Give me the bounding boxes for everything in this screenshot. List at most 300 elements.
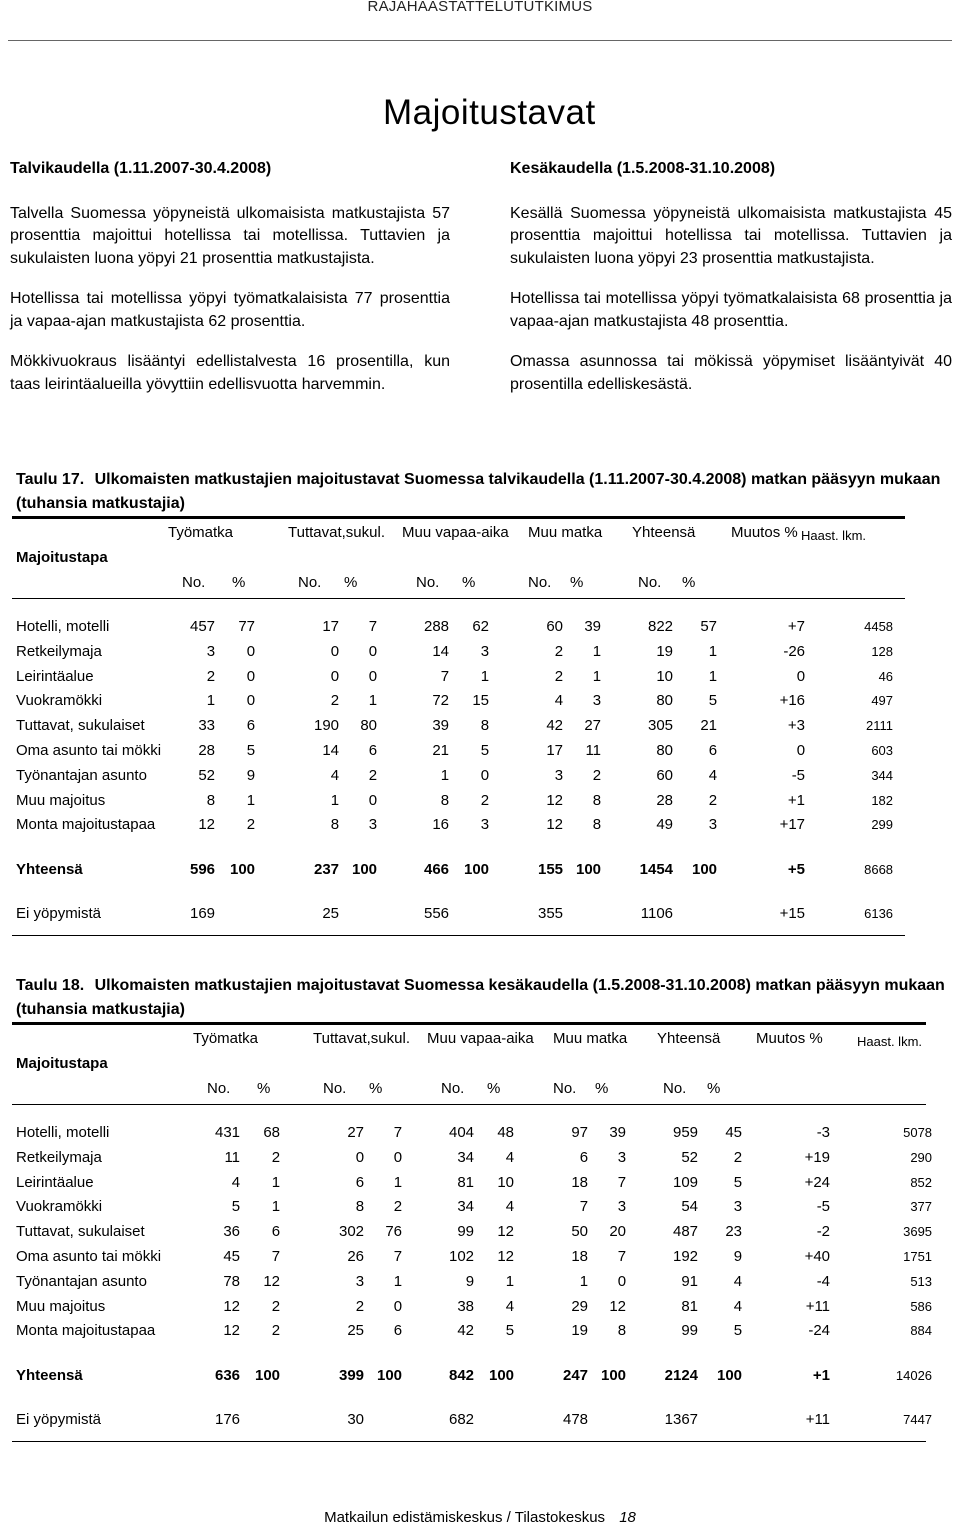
table-cell: 884 (910, 1323, 933, 1339)
table-cell: 39 (609, 1124, 627, 1141)
table-cell: 10 (497, 1173, 515, 1191)
table-cell: 0 (330, 642, 340, 660)
table17-header-rule (12, 598, 905, 599)
table-cell: 6 (355, 1173, 365, 1191)
table-cell: 5 (733, 1322, 743, 1340)
table-cell: 0 (617, 1272, 627, 1290)
table18-pct-1: % (369, 1080, 383, 1097)
table18-no-stay (16, 1408, 932, 1433)
table-cell: 176 (215, 1411, 241, 1428)
table-cell: 1 (393, 1272, 403, 1290)
table-cell: 478 (563, 1411, 589, 1428)
table-cell: 8 (617, 1322, 627, 1340)
table18-group-4: Yhteensä (657, 1030, 721, 1047)
table-cell: 6 (271, 1223, 281, 1241)
table-cell: 42 (546, 717, 564, 735)
row-label: Vuokramökki (16, 1198, 103, 1216)
table-cell: 1 (393, 1173, 403, 1191)
table-cell: 14026 (895, 1368, 933, 1383)
table-cell: 355 (538, 905, 564, 922)
table-row (16, 739, 893, 764)
table-cell: 3 (554, 766, 564, 784)
table-cell: 21 (700, 717, 718, 735)
table-cell: 100 (377, 1367, 403, 1384)
table-cell: 1367 (664, 1411, 699, 1428)
table-cell: 5 (733, 1173, 743, 1191)
table17-pct-0: % (232, 574, 246, 591)
table-cell: 4 (505, 1148, 515, 1166)
table18-pct-3: % (595, 1080, 609, 1097)
table-cell: 1 (592, 642, 602, 660)
table-cell: 1106 (640, 905, 674, 922)
table-cell: 11 (224, 1148, 241, 1166)
page-footer (0, 1509, 960, 1526)
header-rule (8, 40, 952, 41)
table-cell: 0 (355, 1148, 365, 1166)
table-cell: 7447 (903, 1412, 933, 1427)
table-cell: 5 (480, 741, 490, 759)
table17-row-header: Majoitustapa (16, 549, 108, 566)
table-cell: 0 (368, 667, 378, 685)
row-label: Oma asunto tai mökki (16, 741, 162, 759)
table-cell (474, 1408, 514, 1433)
table-cell: 36 (223, 1223, 241, 1241)
table-cell: +17 (779, 816, 806, 834)
table18-top-rule (12, 1022, 926, 1025)
table-cell: 288 (424, 618, 450, 635)
table18-bottom-rule (12, 1441, 926, 1442)
table-row (16, 1171, 932, 1196)
table-cell: 25 (347, 1322, 365, 1340)
table-cell: 6 (579, 1148, 589, 1166)
table-cell (588, 1408, 626, 1433)
table-cell: 3 (592, 692, 602, 710)
table-cell: 7 (440, 667, 450, 685)
table-cell: 4 (505, 1198, 515, 1216)
table-cell: +3 (787, 717, 806, 735)
table-cell: 7 (617, 1247, 627, 1265)
table-cell: 8 (440, 791, 450, 809)
table-cell: 302 (339, 1223, 365, 1241)
table18-total (16, 1364, 932, 1389)
table18-title: Ulkomaisten matkustajien majoitustavat Suomessa kesäkaudella (1.5.2008-31.10.2008) matkan pääsyyn mukaan (94, 977, 945, 994)
table-cell: 12 (546, 816, 564, 834)
table17-bottom-rule (12, 935, 905, 936)
table-cell: 2124 (664, 1367, 699, 1384)
table-cell: 0 (330, 667, 340, 685)
table17-no-2: No. (416, 574, 440, 591)
table-cell: 822 (648, 618, 674, 635)
table-cell: 0 (796, 667, 806, 685)
table-cell: 155 (538, 861, 564, 878)
table-row (16, 1245, 932, 1270)
table-cell: 596 (190, 861, 216, 878)
table-cell: 1 (708, 642, 718, 660)
table-cell: 513 (910, 1273, 933, 1289)
table-cell: 12 (198, 816, 216, 834)
summer-heading: Kesäkaudella (1.5.2008-31.10.2008) (510, 160, 776, 177)
table-cell: 100 (717, 1367, 743, 1384)
page-title: Majoitustavat (383, 93, 596, 132)
table-cell: 959 (673, 1124, 699, 1141)
table-cell: 18 (571, 1247, 589, 1265)
table-cell: 52 (198, 766, 216, 784)
table-cell: 100 (601, 1367, 627, 1384)
winter-section (10, 158, 450, 396)
table-cell (698, 1408, 742, 1433)
table-cell (449, 902, 489, 927)
table-cell: 54 (681, 1198, 699, 1216)
table-cell: 3 (480, 642, 490, 660)
table-cell: 4 (733, 1297, 743, 1315)
table-cell: 6 (246, 717, 256, 735)
table-cell: 182 (871, 792, 894, 808)
table-cell: 7 (368, 618, 378, 635)
table-cell: +40 (804, 1247, 831, 1265)
table18-group-6: Haast. lkm. (857, 1034, 923, 1049)
table-cell: 2 (271, 1322, 281, 1340)
table-cell: 0 (246, 667, 256, 685)
table-cell: 2 (368, 766, 378, 784)
table-cell: 39 (432, 717, 450, 735)
table-cell (215, 902, 255, 927)
table17-pct-3: % (570, 574, 584, 591)
table-cell: 3 (368, 816, 378, 834)
table-cell: 68 (263, 1124, 281, 1141)
table-cell: 4458 (864, 619, 894, 634)
table-cell: +16 (779, 692, 806, 710)
table-cell: 52 (681, 1148, 699, 1166)
table-cell: 2111 (866, 718, 894, 734)
table-cell: 81 (681, 1297, 699, 1315)
table18-unit: (tuhansia matkustajia) (16, 1001, 185, 1018)
table-cell: 2 (355, 1297, 365, 1315)
table-cell: 7 (393, 1247, 403, 1265)
table-cell: -26 (783, 642, 806, 660)
table-cell: 247 (563, 1367, 589, 1384)
table-cell: 20 (609, 1223, 627, 1241)
table-row (16, 665, 893, 690)
table-row (16, 1270, 932, 1295)
table-cell: 1 (440, 766, 450, 784)
table-cell: 33 (198, 717, 216, 735)
table-cell: 100 (692, 861, 718, 878)
winter-paragraph-1: Talvella Suomessa yöpyneistä ulkomaisista matkustajista 57 prosenttia majoittui hotellissa tai motellissa. Tuttavien ja sukulaisten luona yöpyi 21 prosenttia matkustajista. (10, 204, 450, 267)
row-label: Hotelli, motelli (16, 1124, 110, 1141)
table-cell: 8668 (864, 862, 894, 877)
table-cell: 39 (584, 618, 602, 635)
table-cell: 29 (571, 1297, 589, 1315)
table-cell: 60 (656, 766, 674, 784)
table-cell: 3 (355, 1272, 365, 1290)
table-cell: 586 (910, 1298, 933, 1314)
table-cell: 8 (355, 1198, 365, 1216)
table-cell: 190 (314, 717, 340, 735)
table-cell: 6136 (864, 906, 894, 921)
table-cell: 3 (617, 1148, 627, 1166)
table-cell: 1 (505, 1272, 515, 1290)
table-cell: 72 (432, 692, 450, 710)
table18-pct-2: % (487, 1080, 501, 1097)
table-cell: 4 (733, 1272, 743, 1290)
table-cell: 2 (554, 667, 564, 685)
table-cell: 2 (708, 791, 718, 809)
table-row (16, 689, 893, 714)
table-row (16, 1220, 932, 1245)
table-cell: 290 (910, 1149, 933, 1165)
table-cell: 12 (497, 1223, 515, 1241)
table-cell: 6 (708, 741, 718, 759)
table17-group-2: Muu vapaa-aika (402, 524, 509, 541)
table-cell: 192 (673, 1247, 699, 1265)
table-cell: 100 (576, 861, 602, 878)
table-cell: +24 (804, 1173, 831, 1191)
table-cell: 344 (871, 767, 894, 783)
table-cell: 8 (592, 791, 602, 809)
table-cell: 14 (432, 642, 450, 660)
table-cell: 7 (579, 1198, 589, 1216)
table-row (16, 858, 893, 883)
table-cell: 42 (457, 1322, 475, 1340)
table17-group-4: Yhteensä (632, 524, 696, 541)
table-cell: 99 (457, 1223, 475, 1241)
table-cell: 1751 (903, 1248, 933, 1264)
table-cell: 556 (424, 905, 450, 922)
table-cell: 3 (480, 816, 490, 834)
table-cell (364, 1408, 402, 1433)
table-cell: 299 (871, 817, 894, 833)
table-cell: 81 (457, 1173, 475, 1191)
table-cell: 404 (449, 1124, 475, 1141)
table17 (16, 615, 893, 838)
table18-no-4: No. (663, 1080, 687, 1097)
table-cell: 109 (673, 1173, 699, 1191)
table-cell: 19 (571, 1322, 589, 1340)
table18-group-3: Muu matka (553, 1030, 628, 1047)
table-cell: 2 (330, 692, 340, 710)
summer-paragraph-2: Hotellissa tai motellissa yöpyi työmatkalaisista 68 prosenttia ja vapaa-ajan matkustajista 48 prosenttia. (510, 290, 952, 330)
table-cell: 49 (656, 816, 674, 834)
table-cell: 1 (708, 667, 718, 685)
table-cell: 99 (681, 1322, 699, 1340)
table-cell: 19 (656, 642, 674, 660)
table-cell: 497 (871, 693, 894, 709)
table-row (16, 714, 893, 739)
table-cell: 0 (796, 741, 806, 759)
table-cell: -3 (816, 1124, 831, 1141)
row-label: Muu majoitus (16, 791, 106, 809)
table-cell: 12 (497, 1247, 515, 1265)
table-cell: 682 (449, 1411, 475, 1428)
table-cell: 1 (480, 667, 490, 685)
table17-group-5: Muutos % (731, 524, 798, 541)
row-label: Työnantajan asunto (16, 766, 147, 784)
table17-no-0: No. (182, 574, 206, 591)
table-cell: 97 (571, 1124, 589, 1141)
table-cell: 45 (725, 1124, 743, 1141)
table-cell: 0 (368, 791, 378, 809)
table17-pct-2: % (462, 574, 476, 591)
row-label: Monta majoitustapaa (16, 1322, 156, 1340)
table17-group-3: Muu matka (528, 524, 603, 541)
row-label: Työnantajan asunto (16, 1272, 147, 1290)
table-cell: 100 (230, 861, 256, 878)
table-cell: 5 (246, 741, 256, 759)
table18-no-2: No. (441, 1080, 465, 1097)
table17-caption (16, 468, 946, 516)
table-cell: 2 (246, 816, 256, 834)
table-cell: 25 (322, 905, 340, 922)
table-cell: +15 (779, 905, 806, 922)
row-label: Vuokramökki (16, 692, 103, 710)
table-cell: -24 (808, 1322, 831, 1340)
table-cell: 5 (505, 1322, 515, 1340)
table-row (16, 902, 893, 927)
table17-no-stay (16, 902, 893, 927)
table-row (16, 1408, 932, 1433)
table18-pct-4: % (707, 1080, 721, 1097)
table-cell: 1 (368, 692, 378, 710)
row-label: Retkeilymaja (16, 1148, 102, 1166)
row-label: Muu majoitus (16, 1297, 106, 1315)
table-cell: 237 (314, 861, 340, 878)
table-cell: 1 (271, 1173, 281, 1191)
table-cell: 34 (457, 1198, 475, 1216)
table-cell: 7 (393, 1124, 403, 1141)
table-cell: 12 (609, 1297, 627, 1315)
table-row (16, 1295, 932, 1320)
table-cell: 12 (546, 791, 564, 809)
table18-group-1: Tuttavat,sukul. (313, 1030, 410, 1047)
table-cell: 100 (255, 1367, 281, 1384)
table-cell: 34 (457, 1148, 475, 1166)
row-label: Yhteensä (16, 1367, 83, 1384)
table18-label: Taulu 18. (16, 977, 85, 994)
table-cell: 487 (673, 1223, 699, 1241)
table-cell: 26 (347, 1247, 365, 1265)
table-cell: -5 (791, 766, 806, 784)
summer-paragraph-3: Omassa asunnossa tai mökissä yöpymiset lisääntyivät 40 prosentilla edelliskesästä. (510, 353, 952, 393)
winter-paragraph-2: Hotellissa tai motellissa yöpyi työmatkalaisista 77 prosenttia ja vapaa-ajan matkustajista 62 prosenttia. (10, 290, 450, 330)
table-cell: 2 (206, 667, 216, 685)
table-cell: 102 (449, 1247, 475, 1265)
summer-paragraph-1: Kesällä Suomessa yöpyneistä ulkomaisista matkustajista 45 prosenttia majoittui hotellissa tai motellissa. Tuttavien ja sukulaisten luona yöpyi 23 prosenttia matkustajista. (510, 204, 952, 267)
table-cell: 60 (546, 618, 564, 635)
table-cell: 0 (480, 766, 490, 784)
row-label: Oma asunto tai mökki (16, 1247, 162, 1265)
table-cell: 842 (449, 1367, 475, 1384)
table-cell: 10 (656, 667, 674, 685)
table-row (16, 615, 893, 640)
table-cell: 27 (584, 717, 602, 735)
table-cell: 100 (464, 861, 490, 878)
table-cell: 16 (432, 816, 450, 834)
table17-label: Taulu 17. (16, 471, 85, 488)
table-cell: 9 (246, 766, 256, 784)
table-cell: 2 (733, 1148, 743, 1166)
table18 (16, 1121, 932, 1344)
table-cell: 457 (190, 618, 216, 635)
table17-no-4: No. (638, 574, 662, 591)
table-cell: 0 (368, 642, 378, 660)
table-cell: 636 (215, 1367, 241, 1384)
table-row (16, 640, 893, 665)
table-cell: +1 (812, 1367, 831, 1384)
row-label: Yhteensä (16, 861, 83, 878)
table-row (16, 1364, 932, 1389)
table-cell: 8 (592, 816, 602, 834)
table-cell (673, 902, 717, 927)
table-cell: 0 (246, 692, 256, 710)
table-cell: 7 (617, 1173, 627, 1191)
table-cell: 0 (393, 1148, 403, 1166)
row-label: Hotelli, motelli (16, 618, 110, 635)
table-cell: 76 (385, 1223, 403, 1241)
table-cell: 91 (681, 1272, 699, 1290)
table-cell (339, 902, 377, 927)
table18-group-5: Muutos % (756, 1030, 823, 1047)
table-cell: 3 (733, 1198, 743, 1216)
table-cell: 18 (571, 1173, 589, 1191)
table-cell: 2 (271, 1297, 281, 1315)
table17-no-1: No. (298, 574, 322, 591)
table-cell: 3 (617, 1198, 627, 1216)
table-cell: 12 (223, 1297, 241, 1315)
summer-section (510, 158, 952, 396)
table-cell: 48 (497, 1124, 515, 1141)
table-cell: 28 (656, 791, 674, 809)
table-cell: 77 (238, 618, 256, 635)
table-cell: 30 (347, 1411, 365, 1428)
table-row (16, 1146, 932, 1171)
table17-total (16, 858, 893, 883)
table-cell: -5 (816, 1198, 831, 1216)
table-cell: +11 (805, 1411, 831, 1428)
table-cell: +1 (787, 791, 806, 809)
table-cell: 12 (223, 1322, 241, 1340)
table-cell: 399 (339, 1367, 365, 1384)
table-cell: 17 (546, 741, 564, 759)
table17-title: Ulkomaisten matkustajien majoitustavat Suomessa talvikaudella (1.11.2007-30.4.2008) matkan pääsyyn mukaan (94, 471, 941, 488)
table17-group-1: Tuttavat,sukul. (288, 524, 385, 541)
table-cell: 4 (505, 1297, 515, 1315)
table18-no-1: No. (323, 1080, 347, 1097)
page-number: 18 (619, 1509, 636, 1526)
table-cell (240, 1408, 280, 1433)
table-cell: 15 (472, 692, 490, 710)
table-cell: 4 (231, 1173, 241, 1191)
table17-pct-4: % (682, 574, 696, 591)
row-label: Tuttavat, sukulaiset (16, 1223, 145, 1241)
table-cell: 8 (330, 816, 340, 834)
table-cell: 14 (322, 741, 340, 759)
table-cell: 5 (708, 692, 718, 710)
winter-paragraph-3: Mökkivuokraus lisääntyi edellistalvesta 16 prosentilla, kun taas leirintäalueilla yövyttiin edellisvuotta harvemmin. (10, 353, 450, 393)
table-cell: 128 (871, 643, 894, 659)
table-cell: 2 (592, 766, 602, 784)
table-row (16, 813, 893, 838)
winter-heading: Talvikaudella (1.11.2007-30.4.2008) (10, 160, 272, 177)
table-cell: 1454 (639, 861, 674, 878)
table18-group-2: Muu vapaa-aika (427, 1030, 534, 1047)
table-cell: 431 (215, 1124, 241, 1141)
table-cell: 2 (554, 642, 564, 660)
table18-pct-0: % (257, 1080, 271, 1097)
table-cell: +11 (805, 1297, 831, 1315)
table-cell: -4 (816, 1272, 831, 1290)
table-cell: 6 (393, 1322, 403, 1340)
table-cell: 1 (592, 667, 602, 685)
